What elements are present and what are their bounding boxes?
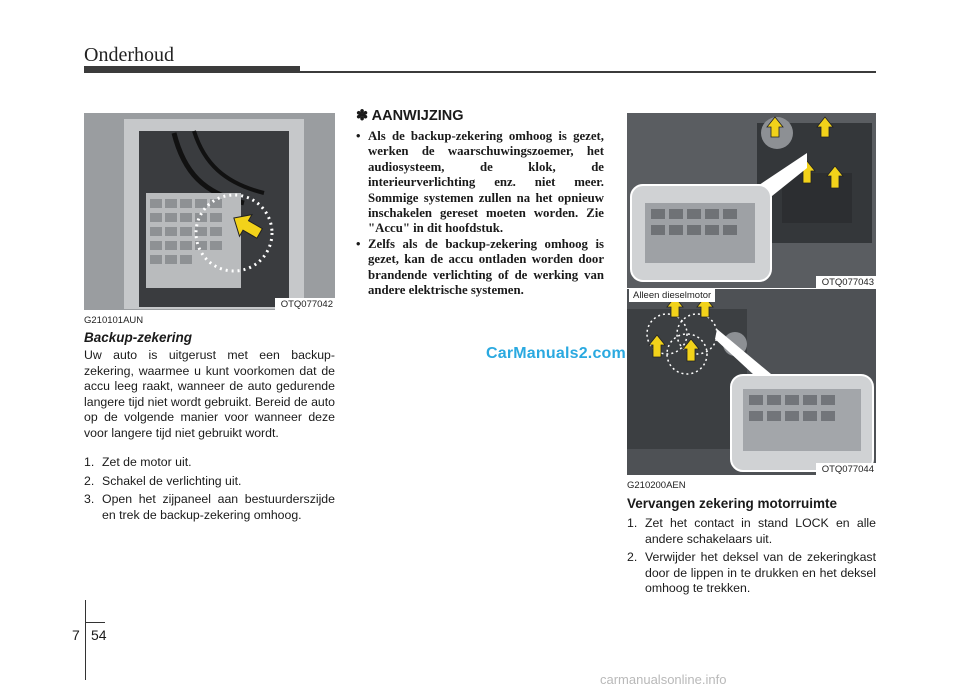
backup-fuse-paragraph: Uw auto is uitgerust met een backup-zekering, waarmee u kunt voorkomen dat de accu leeg raakt, wanneer de auto gedurende langere tijd niet wordt gebruikt. Bereid de auto op de volgende manier voor wanneer deze voor langere tijd niet gebruikt wordt.: [84, 348, 335, 440]
note-list: [356, 129, 604, 298]
list-item: 2. Schakel de verlichting uit.: [84, 473, 242, 488]
footer-site-watermark: carmanualsonline.info: [600, 672, 727, 687]
engine-fuse-photo-top: [627, 113, 876, 288]
engine-fuse-steps: [627, 516, 876, 600]
page-header-title: Onderhoud: [84, 44, 174, 66]
list-item: • Zelfs als de backup-zekering omhoog is gezet, kan de accu ontladen worden door brandende verlichting of de werking van andere elektrische systemen.: [356, 236, 604, 298]
footer-vertical-rule: [85, 600, 86, 680]
note-title: ✽ AANWIJZING: [356, 108, 464, 124]
figure-code-left: OTQ077042: [275, 298, 335, 310]
list-item: 1. Zet het contact in stand LOCK en alle andere schakelaars uit.: [627, 516, 876, 546]
page-number: 54: [91, 627, 107, 643]
list-item: 3. Open het zijpaneel aan bestuurderszijde en trek de backup-zekering omhoog.: [84, 492, 335, 522]
figure-code-right-bottom: OTQ077044: [816, 463, 876, 475]
figure-code-right-top: OTQ077043: [816, 276, 876, 288]
footer-horizontal-rule: [85, 622, 105, 623]
backup-fuse-steps: [84, 455, 335, 526]
list-item: 2. Verwijder het deksel van de zekeringkast door de lippen in te drukken en het deksel omhoog te trekken.: [627, 550, 876, 596]
section-title-backup-fuse: Backup-zekering: [84, 330, 193, 345]
header-rule: [84, 71, 876, 73]
watermark-carmanuals2: CarManuals2.com: [486, 345, 626, 362]
list-item: • Als de backup-zekering omhoog is gezet, werken de waarschuwingszoemer, het audiosysteem, de klok, de interieurverlichting enz. niet meer. Sommige systemen zullen na het opnieuw inschakelen gereset moeten worden. Zie "Accu" in dit hoofdstuk.: [356, 129, 604, 236]
engine-fuse-photo-diesel: [627, 289, 876, 475]
section-title-engine-fuse: Vervangen zekering motorruimte: [627, 496, 838, 511]
list-item: 1. Zet de motor uit.: [84, 455, 192, 469]
section-code-backup-fuse: G210101AUN: [84, 315, 144, 326]
backup-fuse-photo: [84, 113, 335, 310]
page-chapter-number: 7: [72, 627, 80, 643]
figure-label-diesel-only: Alleen dieselmotor: [629, 289, 715, 302]
section-code-engine-fuse: G210200AEN: [627, 480, 686, 491]
